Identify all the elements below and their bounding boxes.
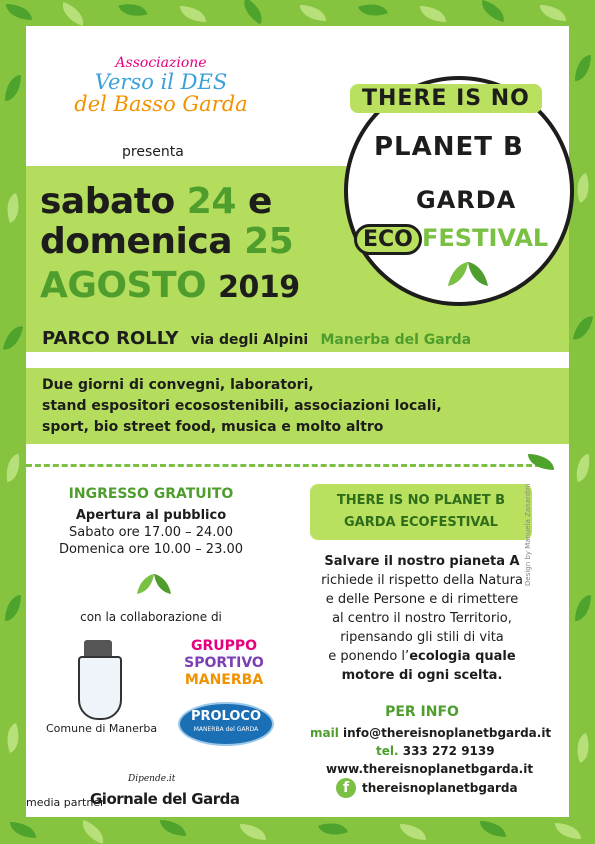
comune-label: Comune di Manerba	[46, 722, 158, 735]
mission-line3: e delle Persone e di rimettere	[325, 592, 519, 607]
dashed-divider	[26, 464, 541, 467]
association-line3: del Basso Garda	[74, 91, 248, 116]
logo-festival: FESTIVAL	[422, 224, 549, 252]
logo-leaf-icon	[444, 260, 492, 290]
mission-line5: ripensando gli stili di vita	[340, 630, 504, 645]
logo-eco: ECO	[354, 224, 422, 255]
gruppo-line3: MANERBA	[184, 672, 264, 688]
proloco-name: PROLOCO	[190, 709, 262, 724]
entry-title: INGRESSO GRATUITO	[68, 486, 234, 502]
gruppo-line1: GRUPPO	[190, 638, 258, 654]
entry-sunday: Domenica ore 10.00 – 23.00	[58, 542, 244, 557]
association-line1: Associazione	[115, 55, 207, 71]
festival-box-line2: GARDA ECOFESTIVAL	[344, 515, 498, 530]
dipende-logo: Dipende.it	[128, 774, 176, 784]
gruppo-sportivo-logo	[174, 638, 274, 689]
day2-word: domenica	[40, 221, 233, 262]
info-title: PER INFO	[385, 704, 459, 720]
association-line2: Verso il DES	[94, 69, 228, 94]
logo-line3: GARDA	[416, 186, 517, 214]
facebook-icon: f	[336, 778, 356, 798]
description-line1: Due giorni di convegni, laboratori,	[42, 377, 314, 393]
presents-text: presenta	[122, 144, 184, 160]
tel-label: tel.	[376, 744, 399, 758]
day1-word: sabato	[40, 181, 175, 222]
festival-box	[310, 484, 532, 540]
mission-line1: Salvare il nostro pianeta A	[324, 554, 520, 569]
association-logo	[66, 56, 256, 115]
year: 2019	[218, 270, 300, 305]
info-mail[interactable]	[310, 726, 551, 740]
mission-line6a: e ponendo l’	[328, 649, 410, 664]
dates-block	[40, 182, 300, 308]
description-line3: sport, bio street food, musica e molto altro	[42, 419, 384, 435]
park-name: PARCO ROLLY	[42, 328, 179, 349]
entry-leaf-icon	[134, 572, 174, 598]
mission-line2: richiede il rispetto della Natura	[321, 573, 523, 588]
mission-line6b: ecologia quale	[409, 649, 516, 664]
entry-saturday: Sabato ore 17.00 – 24.00	[69, 525, 233, 540]
comune-crest-icon	[78, 656, 122, 720]
info-website[interactable]: www.thereisnoplanetbgarda.it	[326, 762, 534, 776]
design-credit: Design by Manuela Zanardini	[524, 483, 532, 586]
month: AGOSTO	[40, 265, 207, 306]
mission-text	[302, 552, 542, 685]
divider-leaf-icon	[528, 454, 554, 470]
poster-panel	[26, 26, 569, 817]
tel-number[interactable]: 333 272 9139	[402, 744, 495, 758]
mail-address[interactable]: info@thereisnoplanetbgarda.it	[343, 726, 552, 740]
description-line2: stand espositori ecosostenibili, associazioni locali,	[42, 398, 442, 414]
mission-line7: motore di ogni scelta.	[341, 668, 503, 683]
giornale-logo: Giornale del Garda	[90, 790, 240, 808]
mission-line4: al centro il nostro Territorio,	[332, 611, 512, 626]
day-conjunction: e	[247, 181, 272, 222]
info-tel[interactable]	[376, 744, 495, 758]
description	[42, 375, 442, 438]
day2-number: 25	[244, 221, 294, 262]
collab-label: con la collaborazione di	[80, 610, 222, 624]
mail-label: mail	[310, 726, 339, 740]
festival-box-line1: THERE IS NO PLANET B	[336, 493, 506, 508]
entry-block	[36, 486, 266, 557]
day1-number: 24	[186, 181, 236, 222]
town: Manerba del Garda	[320, 332, 472, 348]
media-partner-label: media partner	[26, 796, 105, 809]
entry-opening: Apertura al pubblico	[75, 508, 227, 523]
place-line	[42, 328, 471, 349]
proloco-sub: MANERBA del GARDA	[193, 726, 259, 733]
logo-line1: THERE IS NO	[350, 84, 542, 113]
facebook-handle[interactable]: thereisnoplanetbgarda	[362, 781, 518, 795]
gruppo-line2: SPORTIVO	[184, 655, 264, 671]
logo-line2: PLANET B	[374, 132, 524, 162]
street: via degli Alpini	[190, 332, 309, 348]
festival-logo-text	[336, 64, 582, 304]
crest-crown-icon	[84, 640, 112, 656]
